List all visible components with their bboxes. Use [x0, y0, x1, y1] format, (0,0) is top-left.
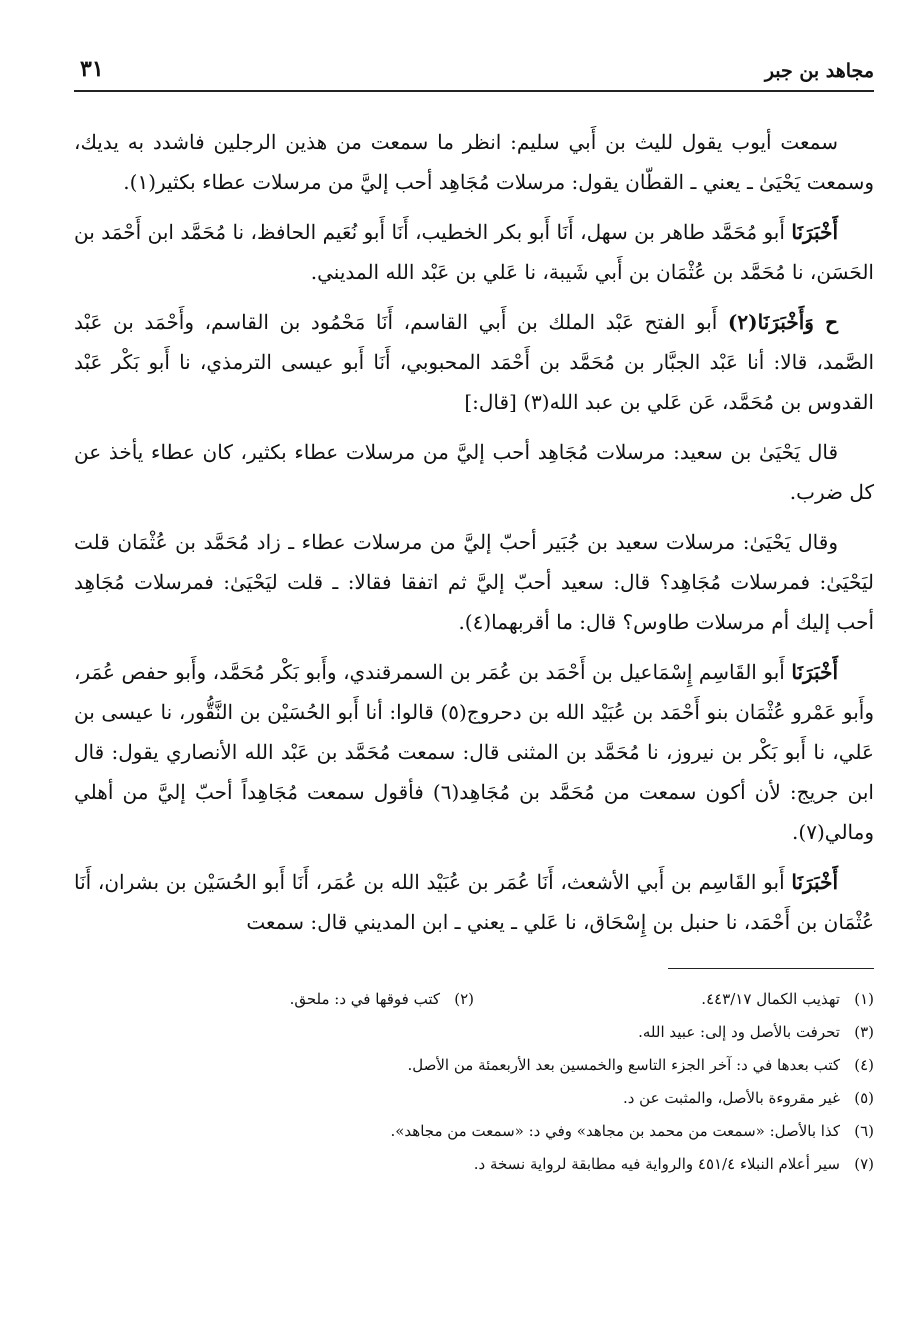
footnote: (٤)كتب بعدها في د: آخر الجزء التاسع والخمسين بعد الأربعمئة من الأصل.: [407, 1056, 874, 1074]
paragraph: قال يَحْيَىٰ بن سعيد: مرسلات مُجَاهِد أحب إليَّ من مرسلات عطاء بكثير، كان عطاء يأخذ عن كل ضرب.: [74, 440, 874, 504]
footnote-row: [74, 983, 874, 1016]
page: [74, 46, 874, 1181]
paragraph: وقال يَحْيَىٰ: مرسلات سعيد بن جُبَير أحبّ إليَّ من مرسلات عطاء ـ زاد مُحَمَّد بن عُثْمَان قلت ليَحْيَىٰ: فمرسلات مُجَاهِد؟ قال: سعيد أحبّ إليَّ ثم اتفقا فقالا: ـ قلت ليَحْيَىٰ: فمرسلات مُجَاهِد أحب إليك أم مرسلات طاوس؟ قال: ما أقربهما(٤).: [74, 530, 874, 634]
paragraph: سمعت أيوب يقول لليث بن أَبي سليم: انظر ما سمعت من هذين الرجلين فاشدد به يديك، وسمعت يَحْيَىٰ ـ يعني ـ القطّان يقول: مرسلات مُجَاهِد أحب إليَّ من مرسلات عطاء بكثير(١).: [74, 130, 874, 194]
footnote: (٢)كتب فوقها في د: ملحق.: [289, 990, 474, 1008]
paragraph-lead: أَخْبَرَنَا: [791, 660, 838, 684]
footnote: (١)تهذيب الكمال ٤٤٣/١٧.: [701, 990, 874, 1008]
paragraph: أَخْبَرَنَا أَبو القَاسِم بن أَبي الأشعث، أَنَا عُمَر بن عُبَيْد الله بن عُمَر، أَنَا أَبو الحُسَيْن بن بشران، أَنَا عُثْمَان بن أَحْمَد، نا حنبل بن إِسْحَاق، نا عَلي ـ يعني ـ ابن المديني قال: سمعت: [74, 870, 874, 934]
paragraph-lead: أَخْبَرَنَا: [791, 220, 838, 244]
footnote: (٧)سير أعلام النبلاء ٤٥١/٤ والرواية فيه مطابقة لرواية نسخة د.: [473, 1155, 874, 1173]
page-header: [74, 46, 874, 92]
paragraph: أَخْبَرَنَا أَبو القَاسِم إِسْمَاعيل بن أَحْمَد بن عُمَر بن السمرقندي، وأَبو بَكْر مُحَمَّد، وأَبو حفص عُمَر، وأَبو عَمْرو عُثْمَان بنو أَحْمَد بن عُبَيْد الله بن دحروج(٥) قالوا: أنا أَبو الحُسَيْن بن النَّقُّور، نا عيسى بن عَلي، نا أَبو بَكْر بن نيروز، نا مُحَمَّد بن المثنى قال: سمعت مُحَمَّد بن عَبْد الله الأنصاري يقول: قال ابن جريج: لأن أكون سمعت من مُحَمَّد بن مُجَاهِد(٦) فأقول سمعت مُجَاهِداً أحبّ إليَّ من أهلي ومالي(٧).: [74, 660, 875, 844]
footnote-divider: [668, 968, 874, 969]
paragraph-lead: أَخْبَرَنَا: [791, 870, 838, 894]
paragraph-lead: ح وَأَخْبَرَنَا(٢): [727, 310, 838, 334]
page-number: ٣١: [80, 56, 104, 82]
footnote: (٥)غير مقروءة بالأصل، والمثبت عن د.: [622, 1089, 874, 1107]
footnote: (٦)كذا بالأصل: «سمعت من محمد بن مجاهد» وفي د: «سمعت من مجاهد».: [390, 1122, 874, 1140]
footnote: (٣)تحرفت بالأصل ود إلى: عبيد الله.: [638, 1023, 874, 1041]
main-text: [74, 122, 874, 942]
paragraph: ح وَأَخْبَرَنَا(٢) أَبو الفتح عَبْد الملك بن أَبي القاسم، أَنَا مَحْمُود بن القاسم، وأَحْمَد بن عَبْد الصَّمد، قالا: أنا عَبْد الجبَّار بن مُحَمَّد بن أَحْمَد المحبوبي، أَنَا أَبو عيسى الترمذي، نا أَبو بَكْر عَبْد القدوس بن مُحَمَّد، عَن عَلي بن عبد الله(٣) [قال:]: [74, 310, 874, 414]
paragraph: أَخْبَرَنَا أَبو مُحَمَّد طاهر بن سهل، أَنَا أَبو بكر الخطيب، أَنَا أَبو نُعَيم الحافظ، نا مُحَمَّد ابن أَحْمَد بن الحَسَن، نا مُحَمَّد بن عُثْمَان بن أَبي شَيبة، نا عَلي بن عَبْد الله المديني.: [74, 220, 874, 284]
running-title: مجاهد بن جبر: [764, 60, 874, 82]
footnotes: [74, 983, 874, 1181]
